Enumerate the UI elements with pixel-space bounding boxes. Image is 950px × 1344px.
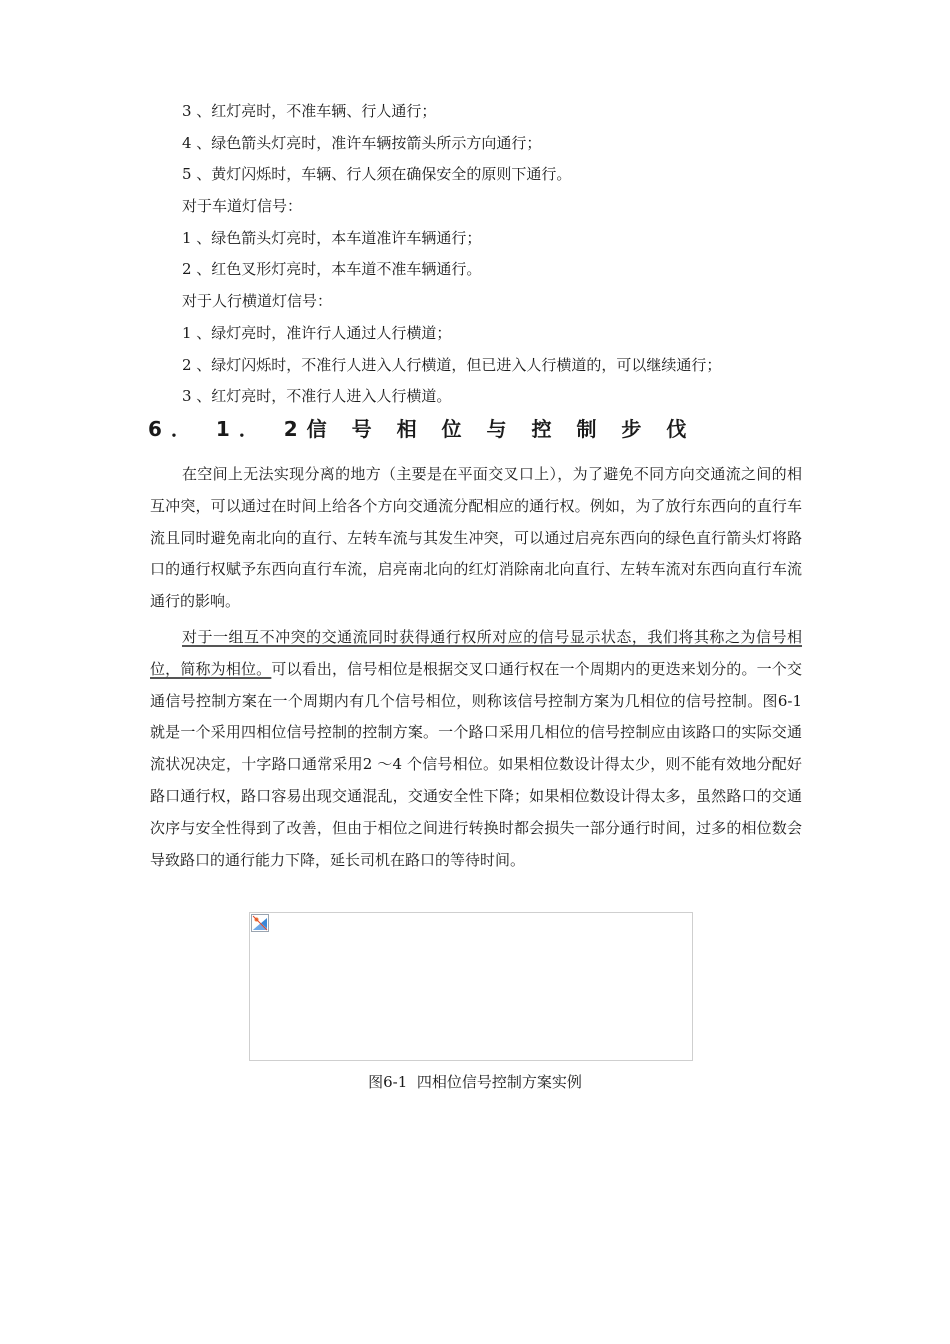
list-item: 4 、绿色箭头灯亮时，准许车辆按箭头所示方向通行； <box>182 133 542 152</box>
figure-caption: 图6-1 四相位信号控制方案实例 <box>368 1073 582 1091</box>
figure-image-placeholder <box>249 912 693 1061</box>
lane-signal-heading: 对于车道灯信号： <box>182 197 303 216</box>
list-item: 2 、绿灯闪烁时，不准行人进入人行横道，但已进入人行横道的，可以继续通行； <box>182 355 722 374</box>
body-paragraph <box>150 622 802 876</box>
list-item: 5 、黄灯闪烁时，车辆、行人须在确保安全的原则下通行。 <box>182 165 572 184</box>
broken-image-icon <box>251 914 269 932</box>
list-item: 1 、绿灯亮时，准许行人通过人行横道； <box>182 323 452 342</box>
body-paragraph: 在空间上无法实现分离的地方（主要是在平面交叉口上），为了避免不同方向交通流之间的相互冲突，可以通过在时间上给各个方向交通流分配相应的通行权。例如，为了放行东西向的直行车流且同时避免南北向的直行、左转车流与其发生冲突，可以通过启亮东西向的绿色直行箭头灯将路口的通行权赋予东西向直行车流，启亮南北向的红灯消除南北向直行、左转车流对东西向直行车流通行的影响。 <box>150 465 802 611</box>
list-item: 1 、绿色箭头灯亮时，本车道准许车辆通行； <box>182 228 482 247</box>
list-item: 3 、红灯亮时，不准行人进入人行横道。 <box>182 387 452 406</box>
list-item: 3 、红灯亮时，不准车辆、行人通行； <box>182 102 437 120</box>
section-heading: 6． 1． 2信 号 相 位 与 控 制 步 伐 <box>148 417 696 441</box>
paragraph-text: 可以看出，信号相位是根据交叉口通行权在一个周期内的更迭来划分的。一个交通信号控制方案在一个周期内有几个信号相位，则称该信号控制方案为几相位的信号控制。图6-1 就是一个采用四相位信号控制的控制方案。一个路口采用几相位的信号控制应由该路口的实际交通流状况决定，十字路口通常采用2 ～4 个信号相位。如果相位数设计得太少，则不能有效地分配好路口通行权，路口容易出现交通混乱，交通安全性下降；如果相位数设计得太多，虽然路口的交通次序与安全性得到了改善，但由于相位之间进行转换时都会损失一部分通行时间，过多的相位数会导致路口的通行能力下降，延长司机在路口的等待时间。 <box>150 659 802 869</box>
list-item: 2 、红色叉形灯亮时，本车道不准车辆通行。 <box>182 260 482 279</box>
crosswalk-signal-heading: 对于人行横道灯信号： <box>182 292 333 311</box>
signal-rules-list <box>182 96 822 413</box>
underlined-definition: 对于一组互不冲突的交通流同时获得通行权所对应的信号显示状态，我们将其称之为信号相位，简称为相位。 <box>150 628 802 678</box>
